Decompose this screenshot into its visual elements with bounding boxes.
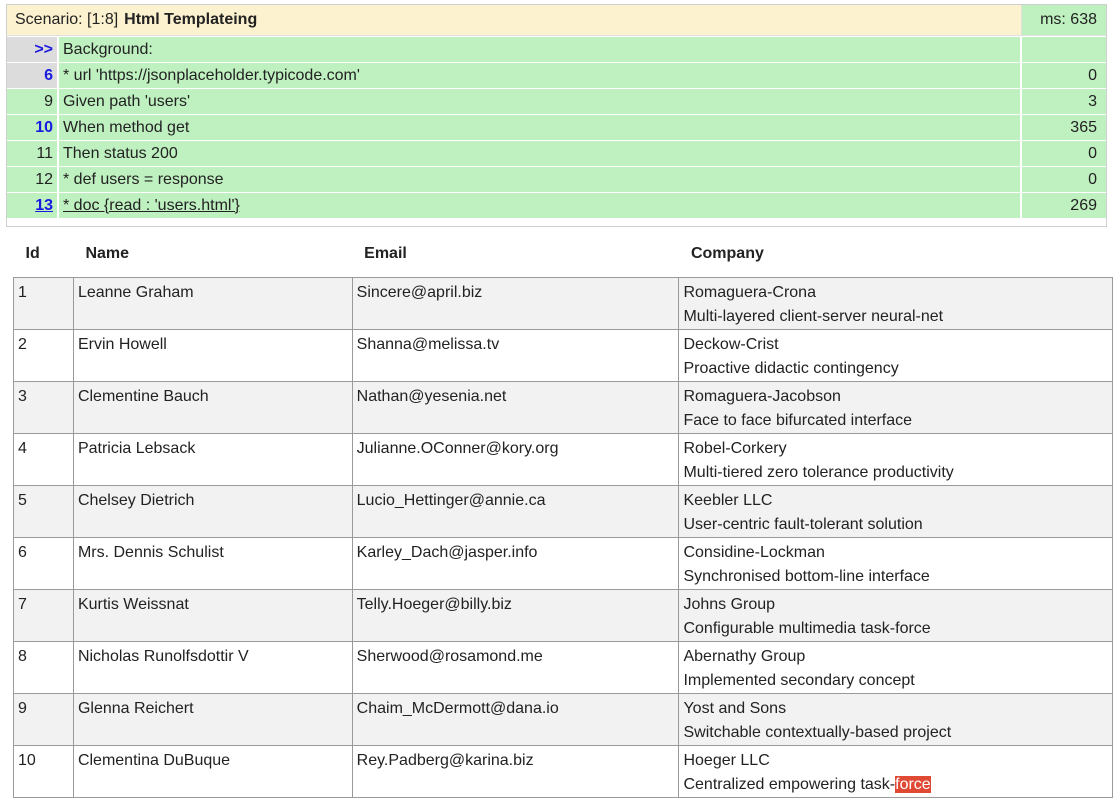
step-line-number: 9 — [7, 89, 57, 114]
step-text: Given path 'users' — [59, 89, 1020, 114]
company-catchphrase: Multi-tiered zero tolerance productivity — [683, 464, 954, 481]
cell-email: Sincere@april.biz — [352, 278, 679, 330]
cell-id: 2 — [14, 330, 74, 382]
step-ms: 0 — [1022, 141, 1106, 166]
cell-id: 1 — [14, 278, 74, 330]
catchphrase-text: Centralized empowering task- — [683, 776, 896, 793]
company-catchphrase: Switchable contextually-based project — [683, 724, 952, 741]
step-ms: 269 — [1022, 193, 1106, 218]
cell-company — [679, 590, 1113, 642]
column-header-email: Email — [352, 230, 679, 278]
cell-company — [679, 278, 1113, 330]
table-header-row — [14, 230, 1113, 278]
scenario-title — [7, 5, 1022, 35]
table-row — [14, 746, 1113, 798]
company-catchphrase: User-centric fault-tolerant solution — [683, 516, 923, 533]
company-name: Abernathy Group — [683, 648, 806, 665]
step-ms: 365 — [1022, 115, 1106, 140]
step-row — [7, 193, 1106, 218]
step-text: Then status 200 — [59, 141, 1020, 166]
company-catchphrase — [683, 773, 1108, 797]
company-name: Keebler LLC — [683, 492, 773, 509]
cell-company — [679, 486, 1113, 538]
cell-email: Shanna@melissa.tv — [352, 330, 679, 382]
company-name: Yost and Sons — [683, 700, 787, 717]
table-row — [14, 382, 1113, 434]
users-table-container — [13, 230, 1113, 798]
doc-step-link[interactable]: * doc {read : 'users.html'} — [63, 196, 240, 214]
cell-name: Clementine Bauch — [73, 382, 352, 434]
step-row — [7, 115, 1106, 140]
cell-id: 10 — [14, 746, 74, 798]
cell-email: Sherwood@rosamond.me — [352, 642, 679, 694]
step-row — [7, 141, 1106, 166]
users-table — [13, 230, 1113, 798]
table-row — [14, 590, 1113, 642]
step-text[interactable] — [59, 193, 1020, 218]
cell-company — [679, 434, 1113, 486]
cell-email: Rey.Padberg@karina.biz — [352, 746, 679, 798]
company-catchphrase: Face to face bifurcated interface — [683, 412, 913, 429]
cell-email: Nathan@yesenia.net — [352, 382, 679, 434]
step-line-number[interactable]: 6 — [7, 63, 57, 88]
step-text: Background: — [59, 37, 1020, 62]
cell-id: 7 — [14, 590, 74, 642]
company-catchphrase: Multi-layered client-server neural-net — [683, 308, 944, 325]
scenario-name: Html Templateing — [124, 11, 258, 28]
company-name: Deckow-Crist — [683, 336, 779, 353]
cell-company — [679, 694, 1113, 746]
cell-name: Chelsey Dietrich — [73, 486, 352, 538]
cell-name: Patricia Lebsack — [73, 434, 352, 486]
divider — [7, 218, 1106, 226]
step-ms — [1022, 37, 1106, 62]
company-name: Hoeger LLC — [683, 752, 770, 769]
step-ms: 0 — [1022, 167, 1106, 192]
step-text: * def users = response — [59, 167, 1020, 192]
step-line-number: 12 — [7, 167, 57, 192]
cell-id: 6 — [14, 538, 74, 590]
step-text: When method get — [59, 115, 1020, 140]
cell-id: 4 — [14, 434, 74, 486]
cell-name: Nicholas Runolfsdottir V — [73, 642, 352, 694]
step-line-number: 11 — [7, 141, 57, 166]
company-catchphrase: Implemented secondary concept — [683, 672, 915, 689]
step-list — [7, 37, 1106, 218]
column-header-id: Id — [14, 230, 74, 278]
step-line-link[interactable]: 13 — [7, 193, 57, 218]
cell-name: Ervin Howell — [73, 330, 352, 382]
search-highlight: force — [895, 776, 931, 793]
step-row — [7, 167, 1106, 192]
column-header-name: Name — [73, 230, 352, 278]
cell-name: Mrs. Dennis Schulist — [73, 538, 352, 590]
company-name: Robel-Corkery — [683, 440, 787, 457]
table-row — [14, 330, 1113, 382]
step-row — [7, 63, 1106, 88]
company-catchphrase: Proactive didactic contingency — [683, 360, 899, 377]
scenario-duration: ms: 638 — [1022, 5, 1106, 35]
table-row — [14, 434, 1113, 486]
scenario-tag: Scenario: [1:8] — [15, 11, 119, 28]
company-name: Johns Group — [683, 596, 776, 613]
table-row — [14, 278, 1113, 330]
cell-email: Karley_Dach@jasper.info — [352, 538, 679, 590]
cell-id: 8 — [14, 642, 74, 694]
cell-id: 5 — [14, 486, 74, 538]
company-catchphrase: Synchronised bottom-line interface — [683, 568, 930, 585]
column-header-company: Company — [679, 230, 1113, 278]
cell-id: 3 — [14, 382, 74, 434]
cell-email: Lucio_Hettinger@annie.ca — [352, 486, 679, 538]
step-line-number[interactable]: 10 — [7, 115, 57, 140]
company-name: Considine-Lockman — [683, 544, 825, 561]
step-ms: 3 — [1022, 89, 1106, 114]
cell-name: Leanne Graham — [73, 278, 352, 330]
table-row — [14, 486, 1113, 538]
cell-company — [679, 746, 1113, 798]
company-catchphrase: Configurable multimedia task-force — [683, 620, 931, 637]
step-row — [7, 37, 1106, 62]
table-row — [14, 538, 1113, 590]
cell-company — [679, 382, 1113, 434]
scenario-header — [7, 5, 1106, 36]
cell-company — [679, 642, 1113, 694]
cell-company — [679, 330, 1113, 382]
company-name: Romaguera-Jacobson — [683, 388, 841, 405]
company-name: Romaguera-Crona — [683, 284, 816, 301]
cell-email: Telly.Hoeger@billy.biz — [352, 590, 679, 642]
cell-name: Glenna Reichert — [73, 694, 352, 746]
table-row — [14, 694, 1113, 746]
cell-name: Clementina DuBuque — [73, 746, 352, 798]
cell-id: 9 — [14, 694, 74, 746]
step-text: * url 'https://jsonplaceholder.typicode.com' — [59, 63, 1020, 88]
cell-email: Chaim_McDermott@dana.io — [352, 694, 679, 746]
cell-company — [679, 538, 1113, 590]
step-toggle[interactable]: >> — [7, 37, 57, 62]
step-ms: 0 — [1022, 63, 1106, 88]
step-row — [7, 89, 1106, 114]
table-row — [14, 642, 1113, 694]
cell-name: Kurtis Weissnat — [73, 590, 352, 642]
cell-email: Julianne.OConner@kory.org — [352, 434, 679, 486]
scenario-panel — [6, 4, 1107, 227]
